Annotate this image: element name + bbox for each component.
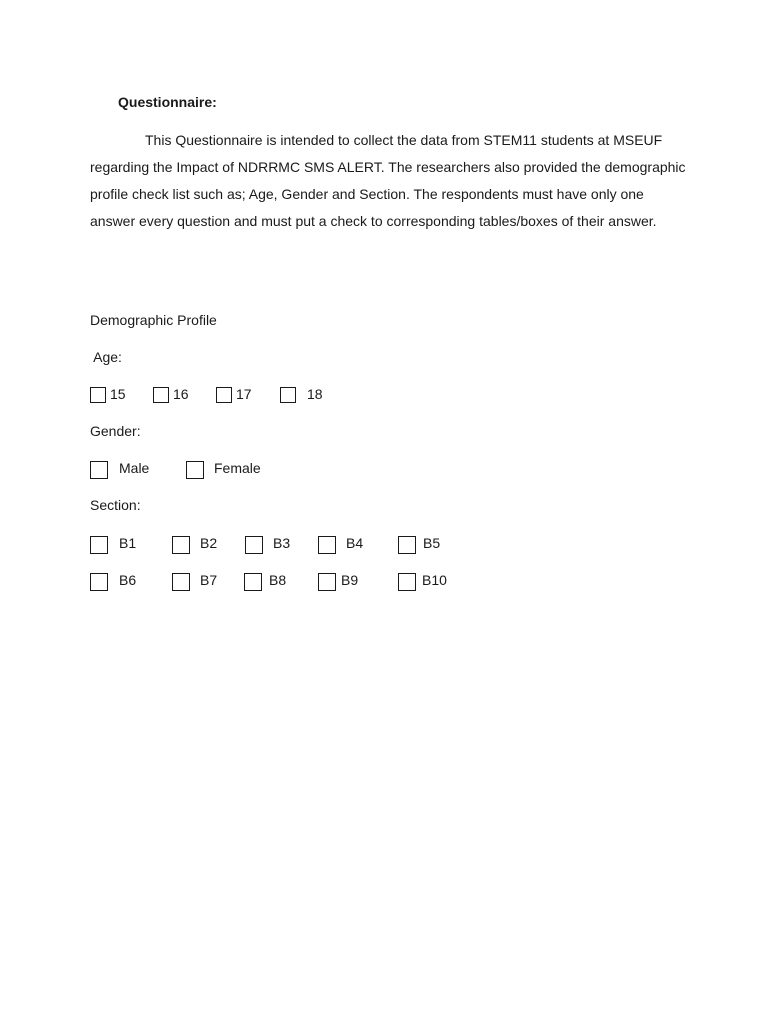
age-options: 15 16 17 18 [0,385,768,407]
checkbox[interactable] [244,573,262,591]
checkbox[interactable] [172,573,190,591]
checkbox[interactable] [398,573,416,591]
intro-paragraph: This Questionnaire is intended to collect the data from STEM11 students at MSEUF regarding the Impact of NDRRMC SMS ALERT. The researchers also provided the demographic profile check list such as; Age, Gender and Section. The respondents must have only one answer every question and must put a check to corresponding tables/boxes of their answer. [90,132,686,229]
checkbox[interactable] [318,573,336,591]
demographic-heading: Demographic Profile [90,312,217,328]
checkbox[interactable] [216,387,232,403]
checkbox[interactable] [318,536,336,554]
checkbox[interactable] [153,387,169,403]
checkbox[interactable] [90,461,108,479]
gender-options: Male Female [0,459,768,481]
section-options-row-1: B1 B2 B3 B4 B5 [0,534,768,556]
checkbox[interactable] [90,387,106,403]
section-label: Section: [90,497,141,513]
checkbox[interactable] [90,573,108,591]
checkbox[interactable] [172,536,190,554]
checkbox[interactable] [90,536,108,554]
document-title: Questionnaire: [118,94,217,110]
age-label: Age: [90,349,122,365]
checkbox[interactable] [186,461,204,479]
gender-label: Gender: [90,423,141,439]
checkbox[interactable] [398,536,416,554]
checkbox[interactable] [245,536,263,554]
section-options-row-2: B6 B7 B8 B9 B10 [0,571,768,593]
checkbox[interactable] [280,387,296,403]
